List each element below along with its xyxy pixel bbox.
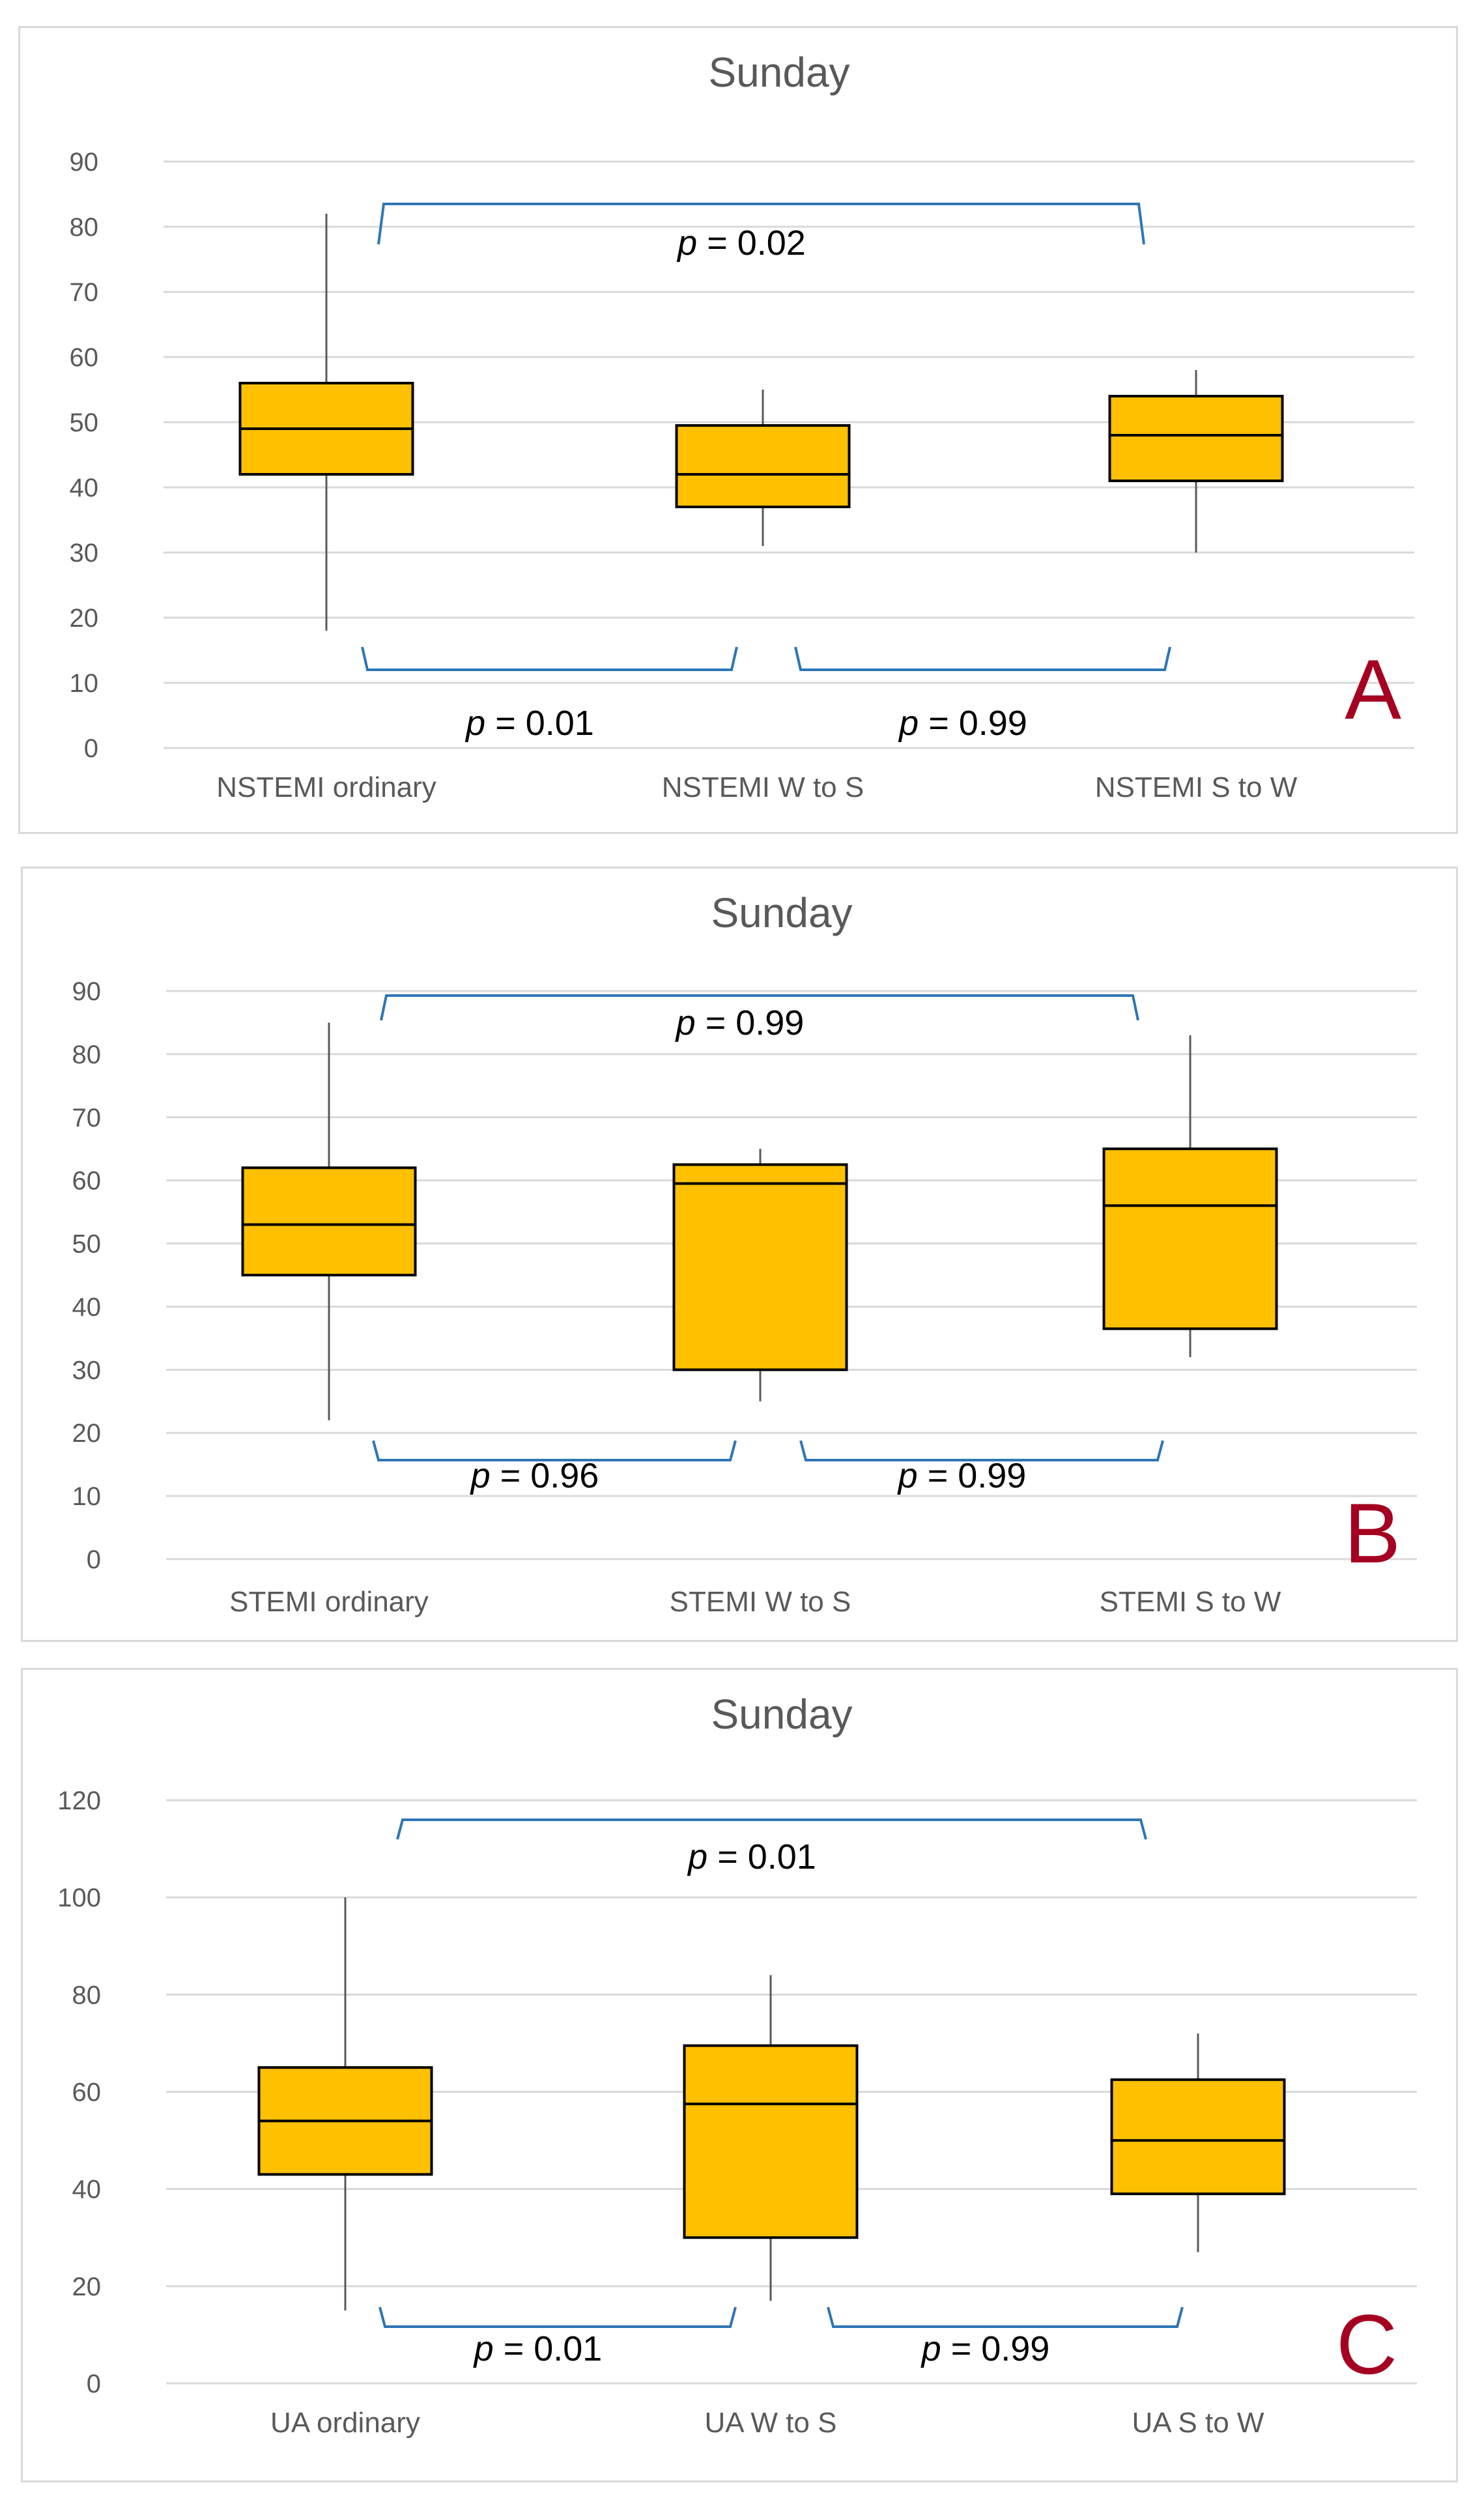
bracket-bottom-right xyxy=(828,2307,1182,2327)
y-tick-label: 90 xyxy=(69,148,98,177)
box-iqr xyxy=(685,2046,857,2238)
box-plot-1 xyxy=(240,214,413,631)
box-plot-3 xyxy=(1112,2033,1285,2252)
y-tick-label: 90 xyxy=(72,977,101,1006)
x-category-label: STEMI ordinary xyxy=(229,1586,429,1618)
p-value-bottom-right: p = 0.99 xyxy=(921,2329,1050,2368)
chart-a xyxy=(20,28,1460,836)
p-value-bottom-left: p = 0.01 xyxy=(474,2329,603,2368)
box-plot-2 xyxy=(674,1149,847,1401)
y-tick-label: 0 xyxy=(86,2370,101,2398)
box-iqr xyxy=(677,425,849,507)
y-tick-label: 60 xyxy=(72,2078,101,2107)
bracket-bottom-left xyxy=(380,2307,735,2327)
box-iqr xyxy=(1110,396,1283,481)
x-category-label: NSTEMI S to W xyxy=(1094,771,1298,803)
box-plot-2 xyxy=(677,390,849,546)
y-tick-label: 0 xyxy=(86,1545,101,1574)
x-category-label: STEMI W to S xyxy=(669,1586,851,1618)
y-tick-label: 70 xyxy=(69,278,98,307)
y-tick-label: 30 xyxy=(69,539,98,568)
y-tick-label: 80 xyxy=(72,1040,101,1069)
x-category-label: NSTEMI W to S xyxy=(661,771,864,803)
y-tick-label: 120 xyxy=(57,1787,101,1815)
chart-panel-a xyxy=(18,26,1458,834)
chart-title: Sunday xyxy=(708,49,850,96)
x-category-label: NSTEMI ordinary xyxy=(216,771,436,803)
p-value-bottom-right: p = 0.99 xyxy=(899,704,1027,743)
box-iqr xyxy=(674,1164,847,1370)
box-plot-1 xyxy=(243,1022,416,1420)
y-tick-label: 80 xyxy=(72,1981,101,2010)
chart-c xyxy=(23,1670,1460,2484)
x-category-label: UA W to S xyxy=(704,2407,837,2439)
p-value-top: p = 0.99 xyxy=(676,1003,805,1042)
x-category-label: STEMI S to W xyxy=(1099,1586,1281,1618)
y-tick-label: 10 xyxy=(72,1482,101,1512)
x-category-label: UA ordinary xyxy=(270,2407,420,2439)
y-tick-label: 100 xyxy=(57,1884,101,1913)
chart-panel-c xyxy=(21,1668,1458,2482)
chart-panel-b xyxy=(21,867,1458,1642)
bracket-bottom-left xyxy=(362,647,737,670)
box-iqr xyxy=(1104,1149,1277,1329)
y-tick-label: 60 xyxy=(72,1166,101,1196)
y-tick-label: 40 xyxy=(72,1293,101,1322)
y-tick-label: 50 xyxy=(72,1229,101,1259)
bracket-top xyxy=(397,1820,1146,1839)
y-tick-label: 20 xyxy=(69,604,98,633)
box-plot-3 xyxy=(1104,1035,1277,1357)
panel-letter: A xyxy=(1345,642,1401,737)
p-value-bottom-left: p = 0.96 xyxy=(470,1456,599,1495)
box-iqr xyxy=(1112,2080,1285,2194)
y-tick-label: 40 xyxy=(72,2175,101,2204)
chart-b xyxy=(23,869,1460,1644)
y-tick-label: 10 xyxy=(69,669,98,698)
y-tick-label: 60 xyxy=(69,343,98,372)
y-tick-label: 70 xyxy=(72,1103,101,1132)
y-tick-label: 0 xyxy=(83,734,98,763)
panel-letter: B xyxy=(1344,1486,1401,1581)
y-tick-label: 20 xyxy=(72,1419,101,1448)
chart-title: Sunday xyxy=(711,1691,853,1738)
panel-letter: C xyxy=(1336,2297,1397,2392)
p-value-bottom-right: p = 0.99 xyxy=(898,1456,1027,1495)
y-tick-label: 30 xyxy=(72,1356,101,1385)
x-category-label: UA S to W xyxy=(1132,2407,1264,2439)
y-tick-label: 50 xyxy=(69,409,98,437)
box-plot-2 xyxy=(685,1976,857,2301)
chart-title: Sunday xyxy=(711,889,853,936)
p-value-bottom-left: p = 0.01 xyxy=(466,704,594,743)
y-tick-label: 20 xyxy=(72,2272,101,2301)
y-tick-label: 40 xyxy=(69,474,98,502)
p-value-top: p = 0.01 xyxy=(688,1837,816,1876)
y-tick-label: 80 xyxy=(69,213,98,242)
p-value-top: p = 0.02 xyxy=(678,223,806,263)
bracket-bottom-right xyxy=(795,647,1170,670)
box-plot-3 xyxy=(1110,370,1283,553)
box-iqr xyxy=(243,1168,416,1275)
box-plot-1 xyxy=(259,1897,432,2310)
